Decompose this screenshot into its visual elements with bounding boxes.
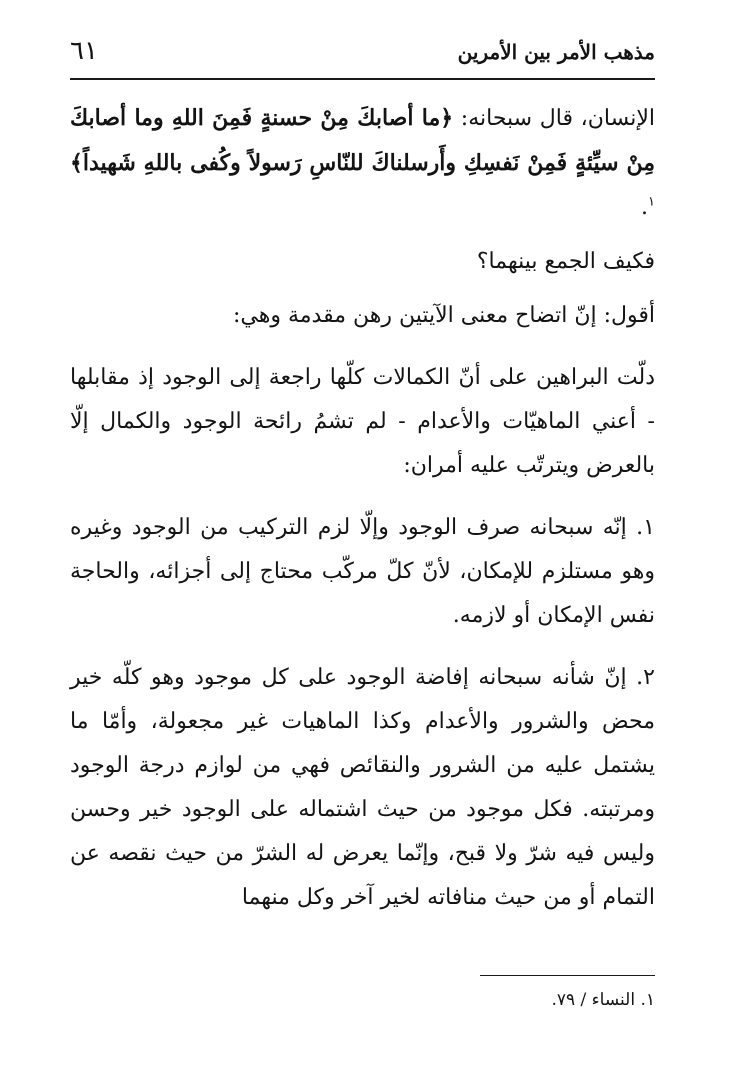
paragraph-answer-intro: أقول: إنّ اتضاح معنى الآيتين رهن مقدمة وهي: [233,303,655,328]
footnote: ١. النساء / ٧٩. [551,990,655,1010]
footnote-rule [480,975,655,976]
paragraph-intro: الإنسان، قال سبحانه: [453,106,655,131]
page-header [70,36,655,76]
page-number: ٦١ [70,36,98,66]
paragraph-point-one: ١. إنّه سبحانه صرف الوجود وإلّا لزم التركيب من الوجود وغيره وهو مستلزم للإمكان، لأنّ كلّ مركّب محتاج إلى أجزائه، والحاجة نفس الإمكان أو لازمه. [70,515,655,628]
paragraph-question: فكيف الجمع بينهما؟ [476,249,655,274]
header-rule [70,78,655,80]
body-text [70,96,655,920]
paragraph-point-two: ٢. إنّ شأنه سبحانه إفاضة الوجود على كل موجود وهو كلّه خير محض والشرور والأعدام وكذا الماهيات غير مجعولة، وأمّا ما يشتمل عليه من الشرور والنقائص فهي من لوازم درجة الوجود ومرتبته. فكل موجود من حيث اشتماله على الوجود خير وحسن وليس فيه شرّ ولا قبح، وإنّما يعرض له الشرّ من حيث نقصه عن التمام أو من حيث منافاته لخير آخر وكل منهما [70,665,655,910]
running-title: مذهب الأمر بين الأمرين [457,40,655,64]
paragraph-premise: دلّت البراهين على أنّ الكمالات كلّها راجعة إلى الوجود إذ مقابلها - أعني الماهيّات والأعدام - لم تشمُ رائحة الوجود والكمال إلّا بالعرض ويترتّب عليه أمران: [70,365,655,478]
paragraph-quran-citation [70,96,655,230]
footnote-reference: ١ [648,194,655,210]
paragraph-end: . [641,195,649,220]
quran-verse: ﴿ما أصابكَ مِنْ حسنةٍ فَمِنَ اللهِ وما أصابكَ مِنْ سيِّئةٍ فَمِنْ نَفسِكِ وأَرسلناكَ للنّاسِ رَسولاً وكُفى باللهِ شَهيداً﴾ [70,105,655,176]
